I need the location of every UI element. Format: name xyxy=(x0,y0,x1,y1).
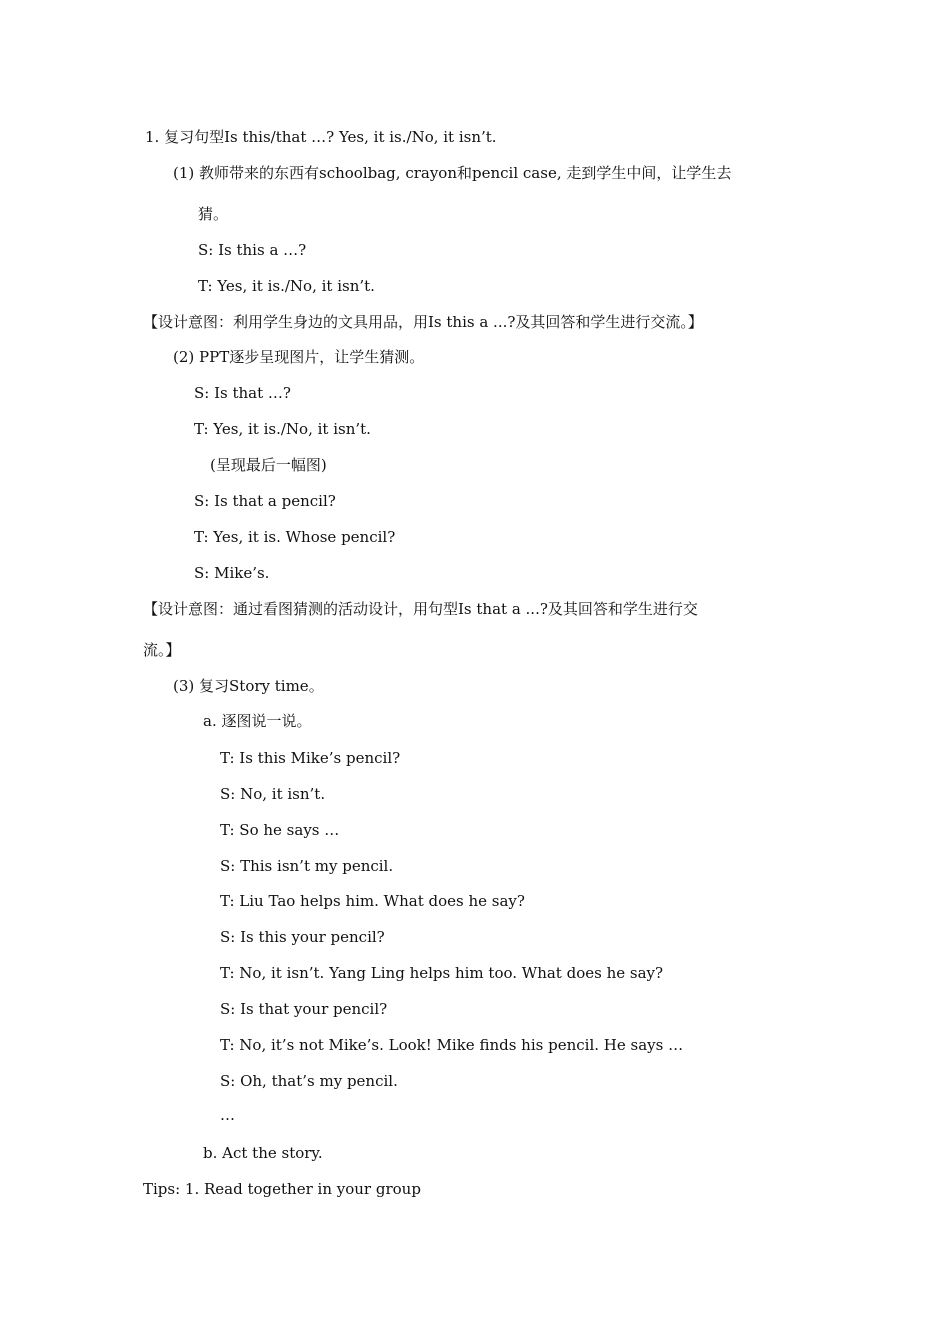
dialogue-line: T: No, it’s not Mike’s. Look! Mike finds his pencil. He says … xyxy=(220,1036,684,1054)
dialogue-line: T: So he says … xyxy=(220,821,340,839)
dialogue-line: S: Is this your pencil? xyxy=(220,928,385,946)
step-2-instruction: (2) PPT逐步呈现图片，让学生猜测。 xyxy=(173,348,425,366)
dialogue-line: S: This isn’t my pencil. xyxy=(220,857,394,875)
dialogue-line: T: Yes, it is./No, it isn’t. xyxy=(198,277,375,295)
dialogue-line: T: No, it isn’t. Yang Ling helps him too. What does he say? xyxy=(220,964,664,982)
dialogue-line: T: Liu Tao helps him. What does he say? xyxy=(220,892,525,910)
design-intent-note: 【设计意图：利用学生身边的文具用品，用Is this a ...?及其回答和学生进行交流。】 xyxy=(143,313,703,331)
design-intent-note: 【设计意图：通过看图猜测的活动设计，用句型Is that a ...?及其回答和学生进行交 xyxy=(143,600,698,618)
design-intent-note-continued: 流。】 xyxy=(143,641,181,659)
dialogue-line: S: Mike’s. xyxy=(194,564,270,582)
dialogue-line: S: Is that …? xyxy=(194,384,291,402)
sub-step-b: b. Act the story. xyxy=(203,1144,323,1162)
dialogue-line: S: Is this a …? xyxy=(198,241,307,259)
sub-step-a: a. 逐图说一说。 xyxy=(203,712,312,730)
dialogue-line: S: Is that your pencil? xyxy=(220,1000,388,1018)
dialogue-line: T: Yes, it is./No, it isn’t. xyxy=(194,420,371,438)
tips-line: Tips: 1. Read together in your group xyxy=(143,1180,421,1198)
step-1-instruction: (1) 教师带来的东西有schoolbag, crayon和pencil case, 走到学生中间，让学生去 xyxy=(173,164,732,182)
step-1-instruction-continued: 猜。 xyxy=(198,205,229,223)
step-3-instruction: (3) 复习Story time。 xyxy=(173,677,324,695)
section-heading: 1. 复习句型Is this/that …? Yes, it is./No, it isn’t. xyxy=(145,128,497,146)
dialogue-line: T: Yes, it is. Whose pencil? xyxy=(194,528,396,546)
dialogue-line: S: No, it isn’t. xyxy=(220,785,326,803)
dialogue-line: S: Is that a pencil? xyxy=(194,492,336,510)
ellipsis: … xyxy=(220,1106,235,1124)
dialogue-line: S: Oh, that’s my pencil. xyxy=(220,1072,398,1090)
dialogue-line: T: Is this Mike’s pencil? xyxy=(220,749,401,767)
stage-direction: (呈现最后一幅图) xyxy=(210,456,327,474)
